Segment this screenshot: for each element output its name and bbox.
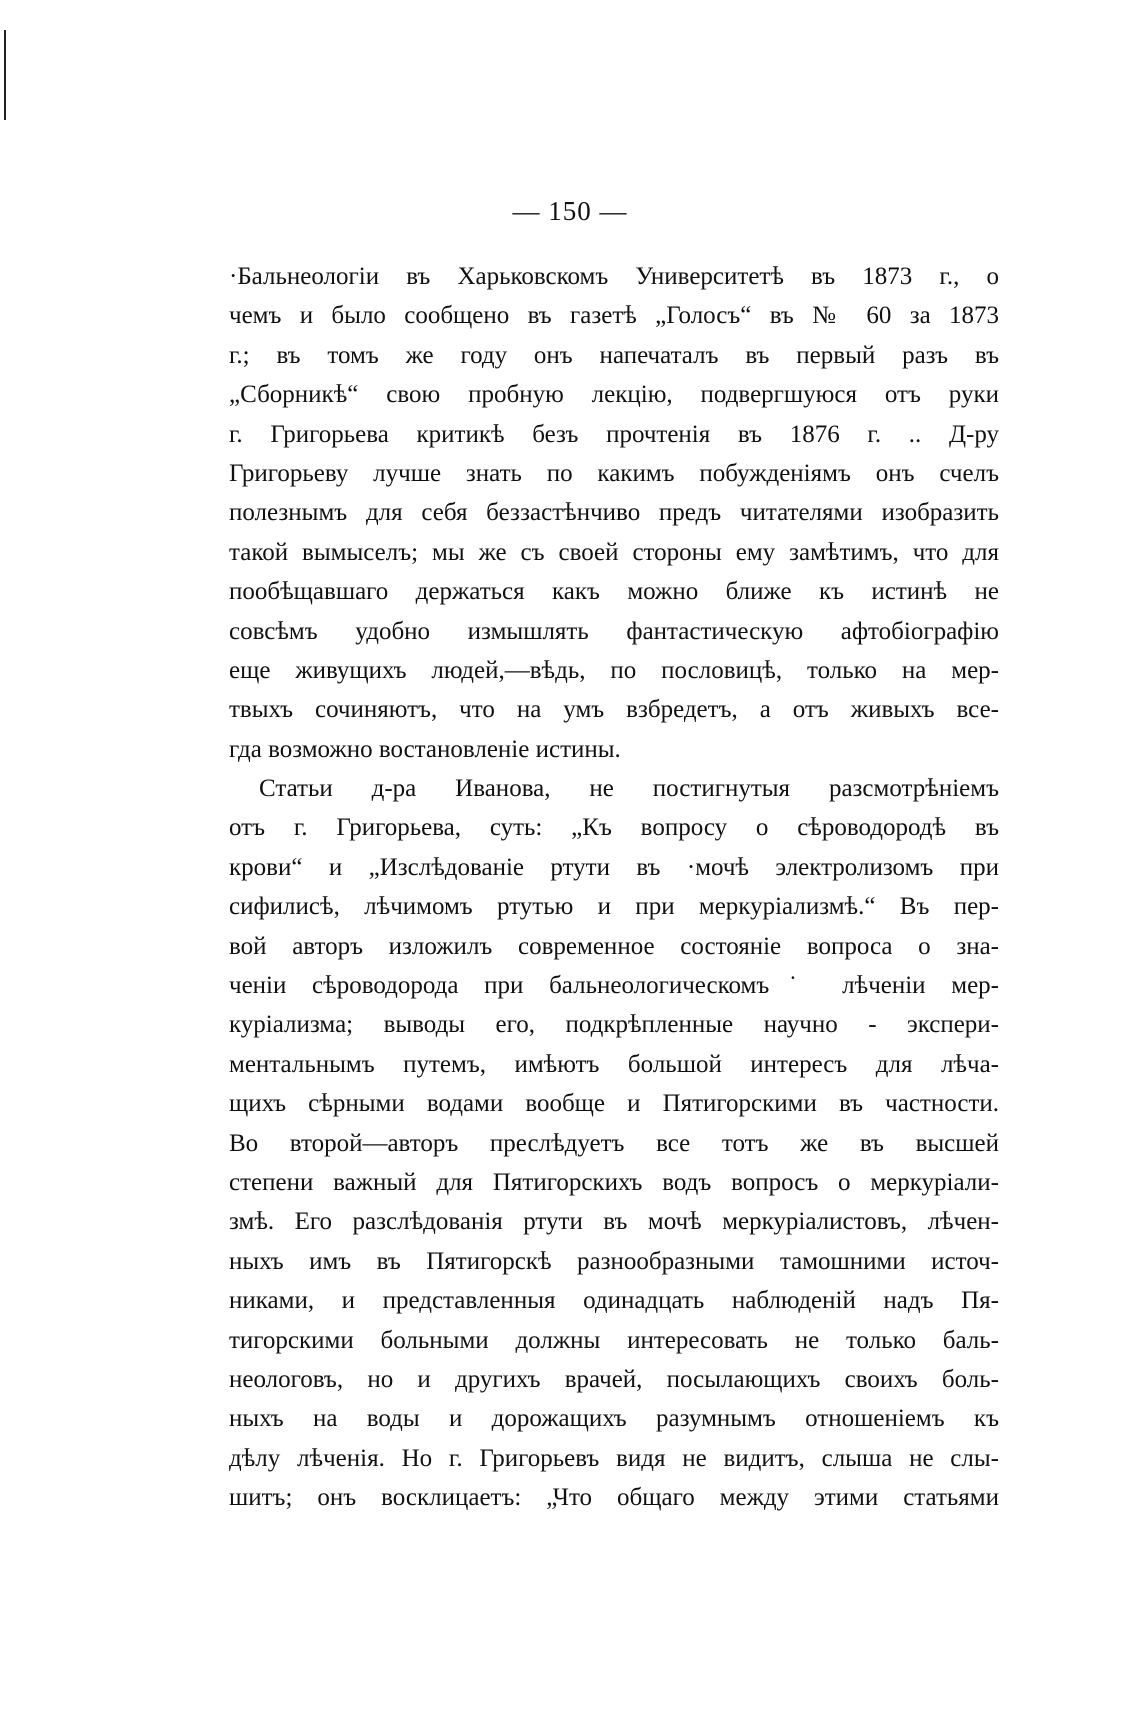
text-line: совсѣмъ удобно измышлять фантастическую афтобіографію — [229, 617, 999, 645]
scan-edge-mark — [4, 30, 6, 120]
text-line: еще живущихъ людей,—вѣдь, по пословицѣ, только на мер- — [229, 656, 999, 684]
text-line: „Сборникѣ“ свою пробную лекцію, подвергшуюся отъ руки — [229, 381, 999, 409]
text-line: ныхъ имъ въ Пятигорскѣ разнообразными тамошними источ- — [229, 1247, 999, 1275]
body-text — [229, 257, 999, 1518]
text-line: ченіи сѣроводорода при бальнеологическомъ˙ лѣченіи мер- — [229, 972, 999, 1000]
text-line: тигорскими больными должны интересовать не только баль- — [229, 1326, 999, 1354]
text-line: г.; въ томъ же году онъ напечаталъ въ первый разъ въ — [229, 341, 999, 369]
text-line: Статьи д-ра Иванова, не постигнутыя разсмотрѣніемъ — [259, 775, 999, 803]
text-line: чемъ и было сообщено въ газетѣ „Голосъ“ въ № 60 за 1873 — [229, 302, 999, 330]
text-line: крови“ и „Изслѣдованіе ртути въ ·мочѣ электролизомъ при — [229, 853, 999, 881]
text-line: щихъ сѣрными водами вообще и Пятигорскими въ частности. — [229, 1090, 999, 1118]
text-line: твыхъ сочиняютъ, что на умъ взбредетъ, а отъ живыхъ все- — [229, 696, 999, 724]
text-line: шитъ; онъ восклицаетъ: „Что общаго между этими статьями — [229, 1484, 999, 1512]
text-line: полезнымъ для себя беззастѣнчиво предъ читателями изобразить — [229, 499, 999, 527]
text-line: вой авторъ изложилъ современное состояніе вопроса о зна- — [229, 932, 999, 960]
text-line: дѣлу лѣченія. Но г. Григорьевъ видя не видитъ, слыша не слы- — [229, 1444, 999, 1472]
text-line: ныхъ на воды и дорожащихъ разумнымъ отношеніемъ къ — [229, 1405, 999, 1433]
text-line: Во второй—авторъ преслѣдуетъ все тотъ же въ высшей — [229, 1129, 999, 1157]
text-line: гда возможно востановленіе истины. — [229, 735, 621, 763]
text-line: никами, и представленныя одинадцать наблюденій надъ Пя- — [229, 1287, 999, 1315]
text-line: отъ г. Григорьева, суть: „Къ вопросу о сѣроводородѣ въ — [229, 814, 999, 842]
text-line: неологовъ, но и другихъ врачей, посылающихъ своихъ боль- — [229, 1365, 999, 1393]
text-line: куріализма; выводы его, подкрѣпленные научно - экспери- — [229, 1011, 999, 1039]
text-line: Григорьеву лучше знать по какимъ побужденіямъ онъ счелъ — [229, 459, 999, 487]
text-line: ментальнымъ путемъ, имѣютъ большой интересъ для лѣча- — [229, 1050, 999, 1078]
text-line: сифилисѣ, лѣчимомъ ртутью и при меркуріализмѣ.“ Въ пер- — [229, 893, 999, 921]
text-line: степени важный для Пятигорскихъ водъ вопросъ о меркуріали- — [229, 1168, 999, 1196]
text-line: ·Бальнеологіи въ Харьковскомъ Университетѣ въ 1873 г., о — [229, 263, 999, 290]
text-line: такой вымыселъ; мы же съ своей стороны ему замѣтимъ, что для — [229, 538, 999, 566]
page-number: — 150 — — [512, 196, 628, 226]
text-line: пообѣщавшаго держаться какъ можно ближе къ истинѣ не — [229, 578, 999, 606]
text-line: змѣ. Его разслѣдованія ртути въ мочѣ меркуріалистовъ, лѣчен- — [229, 1208, 999, 1236]
text-line: г. Григорьева критикѣ безъ прочтенія въ 1876 г. .. Д-ру — [229, 420, 999, 448]
